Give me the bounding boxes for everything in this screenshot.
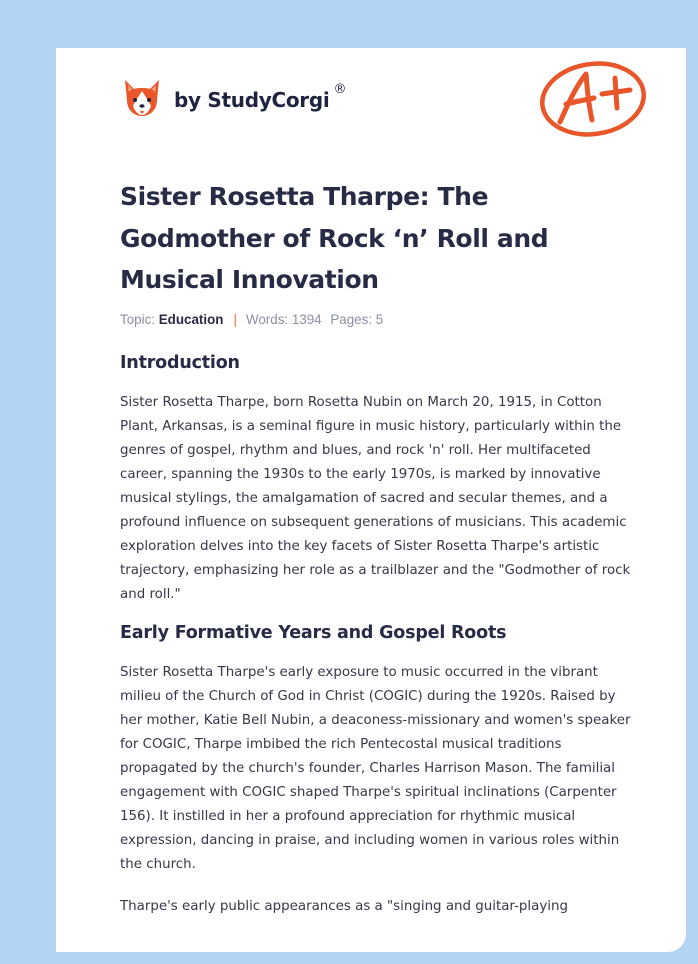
studycorgi-logo[interactable] bbox=[122, 76, 346, 120]
word-count: Words: 1394 bbox=[245, 312, 322, 327]
page-count: Pages: 5 bbox=[330, 312, 384, 327]
section-heading-early-years: Early Formative Years and Gospel Roots bbox=[120, 623, 507, 643]
logo-text: by StudyCorgi bbox=[174, 88, 330, 112]
topic-link[interactable]: Education bbox=[158, 312, 224, 327]
topic-label: Topic: bbox=[120, 312, 155, 327]
meta-separator: | bbox=[233, 312, 237, 327]
paragraph-introduction: Sister Rosetta Tharpe, born Rosetta Nubin on March 20, 1915, in Cotton Plant, Arkansas, is a seminal figure in music history, particularly within the genres of gospel, rhythm and blues, and rock 'n' roll. Her multifaceted career, spanning the 1930s to the early 1970s, is marked by innovative musical stylings, the amalgamation of sacred and secular themes, and a profound influence on subsequent generations of musicians. This academic exploration delves into the key facets of Sister Rosetta Tharpe's artistic trajectory, emphasizing her role as a trailblazer and the "Godmother of rock and roll." bbox=[120, 395, 631, 602]
paragraph-early-appearances: Tharpe's early public appearances as a "singing and guitar-playing bbox=[120, 899, 568, 914]
document-card bbox=[56, 48, 686, 952]
document-title: Sister Rosetta Tharpe: The Godmother of Rock ‘n’ Roll and Musical Innovation bbox=[120, 182, 549, 294]
a-plus-grade-icon bbox=[538, 58, 648, 140]
paragraph-early-years: Sister Rosetta Tharpe's early exposure to music occurred in the vibrant milieu of the Church of God in Christ (COGIC) during the 1920s. Raised by her mother, Katie Bell Nubin, a deaconess-missionary and women's speaker for COGIC, Tharpe imbibed the rich Pentecostal musical traditions propagated by the church's founder, Charles Harrison Mason. The familial engagement with COGIC shaped Tharpe's spiritual inclinations (Carpenter 156). It instilled in her a profound appreciation for rhythmic musical expression, dancing in praise, and including women in various roles within the church. bbox=[120, 665, 631, 872]
registered-mark: ® bbox=[333, 81, 347, 97]
corgi-logo-icon bbox=[122, 76, 162, 120]
section-heading-introduction: Introduction bbox=[120, 353, 240, 373]
document-meta bbox=[120, 312, 383, 327]
